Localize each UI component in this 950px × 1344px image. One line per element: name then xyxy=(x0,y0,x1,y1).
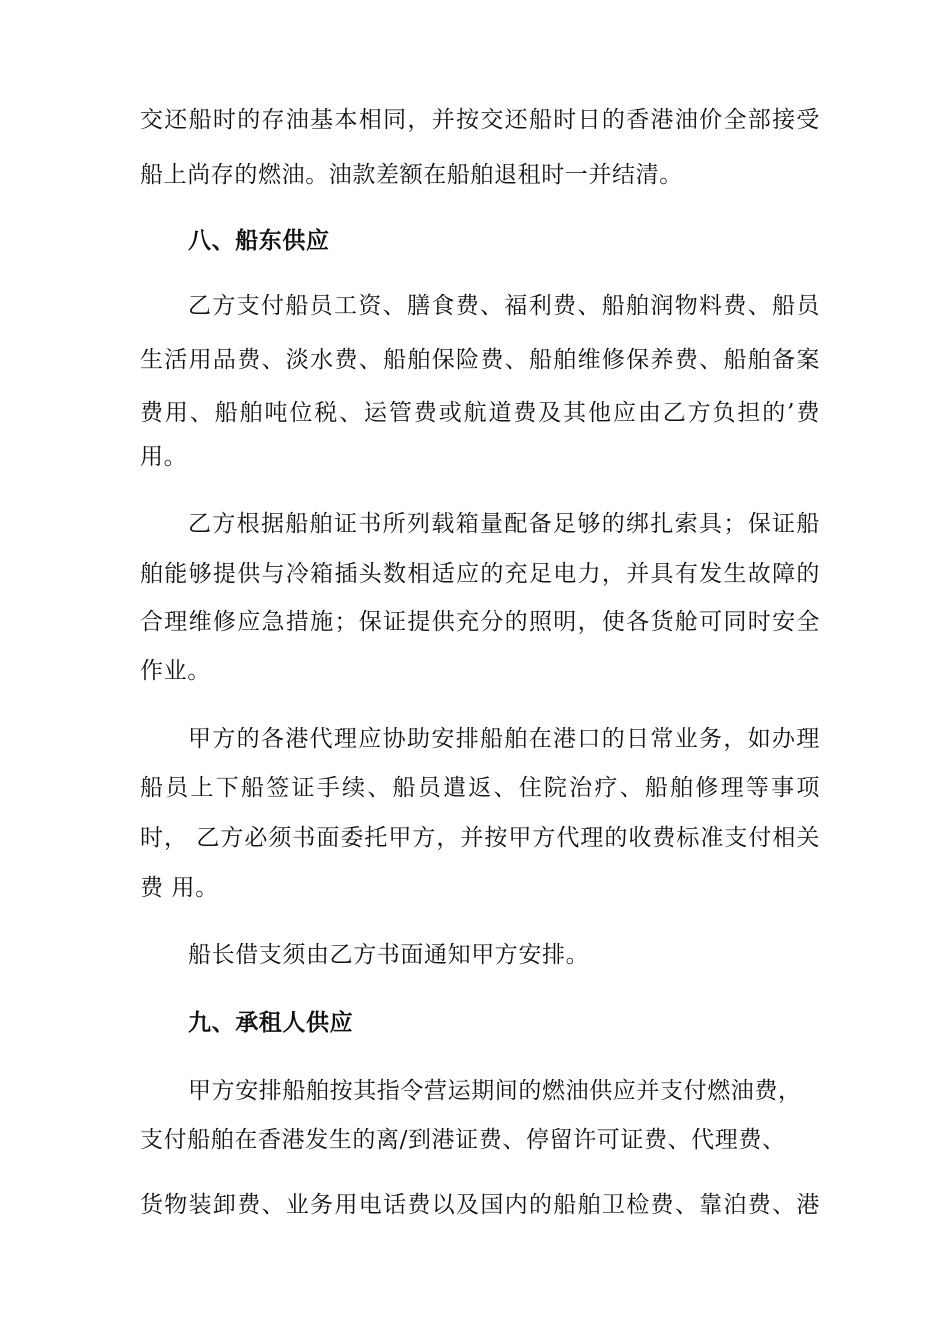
paragraph-line: 合理维修应急措施；保证提供充分的照明，使各货舱可同时安全 xyxy=(140,609,820,635)
paragraph-line: 支付船舶在香港发生的离/到港证费、停留许可证费、代理费、 xyxy=(140,1127,786,1153)
paragraph-line: 生活用品费、淡水费、船舶保险费、船舶维修保养费、船舶备案 xyxy=(140,347,820,373)
paragraph-line: 交还船时的存油基本相同，并按交还船时日的香港油价全部接受 xyxy=(140,107,820,133)
paragraph-line: 作业。 xyxy=(140,658,211,684)
paragraph-line: 时， 乙方必须书面委托甲方，并按甲方代理的收费标准支付相关 xyxy=(140,825,820,851)
paragraph-line: 舶能够提供与冷箱插头数相适应的充足电力，并具有发生故障的 xyxy=(140,561,820,587)
paragraph-line: 用。 xyxy=(140,444,188,470)
paragraph-line: 货物装卸费、业务用电话费以及国内的船舶卫检费、靠泊费、港 xyxy=(140,1192,820,1218)
paragraph-line: 费 用。 xyxy=(140,875,219,901)
paragraph-line: 甲方安排船舶按其指令营运期间的燃油供应并支付燃油费， xyxy=(188,1078,802,1104)
paragraph-line: 乙方根据船舶证书所列载箱量配备足够的绑扎索具；保证船 xyxy=(188,511,820,537)
paragraph-line: 船上尚存的燃油。油款差额在船舶退租时一并结清。 xyxy=(140,162,683,188)
paragraph-line: 费用、船舶吨位税、运管费或航道费及其他应由乙方负担的’费 xyxy=(140,400,820,426)
paragraph-line: 船长借支须由乙方书面通知甲方安排。 xyxy=(188,942,590,968)
section-heading: 九、承租人供应 xyxy=(188,1009,354,1036)
section-heading: 八、船东供应 xyxy=(188,227,330,254)
paragraph-line: 乙方支付船员工资、膳食费、福利费、船舶润物料费、船员 xyxy=(188,293,820,319)
paragraph-line: 甲方的各港代理应协助安排船舶在港口的日常业务，如办理 xyxy=(188,726,820,752)
paragraph-line: 船员上下船签证手续、船员遣返、住院治疗、船舶修理等事项 xyxy=(140,775,820,801)
